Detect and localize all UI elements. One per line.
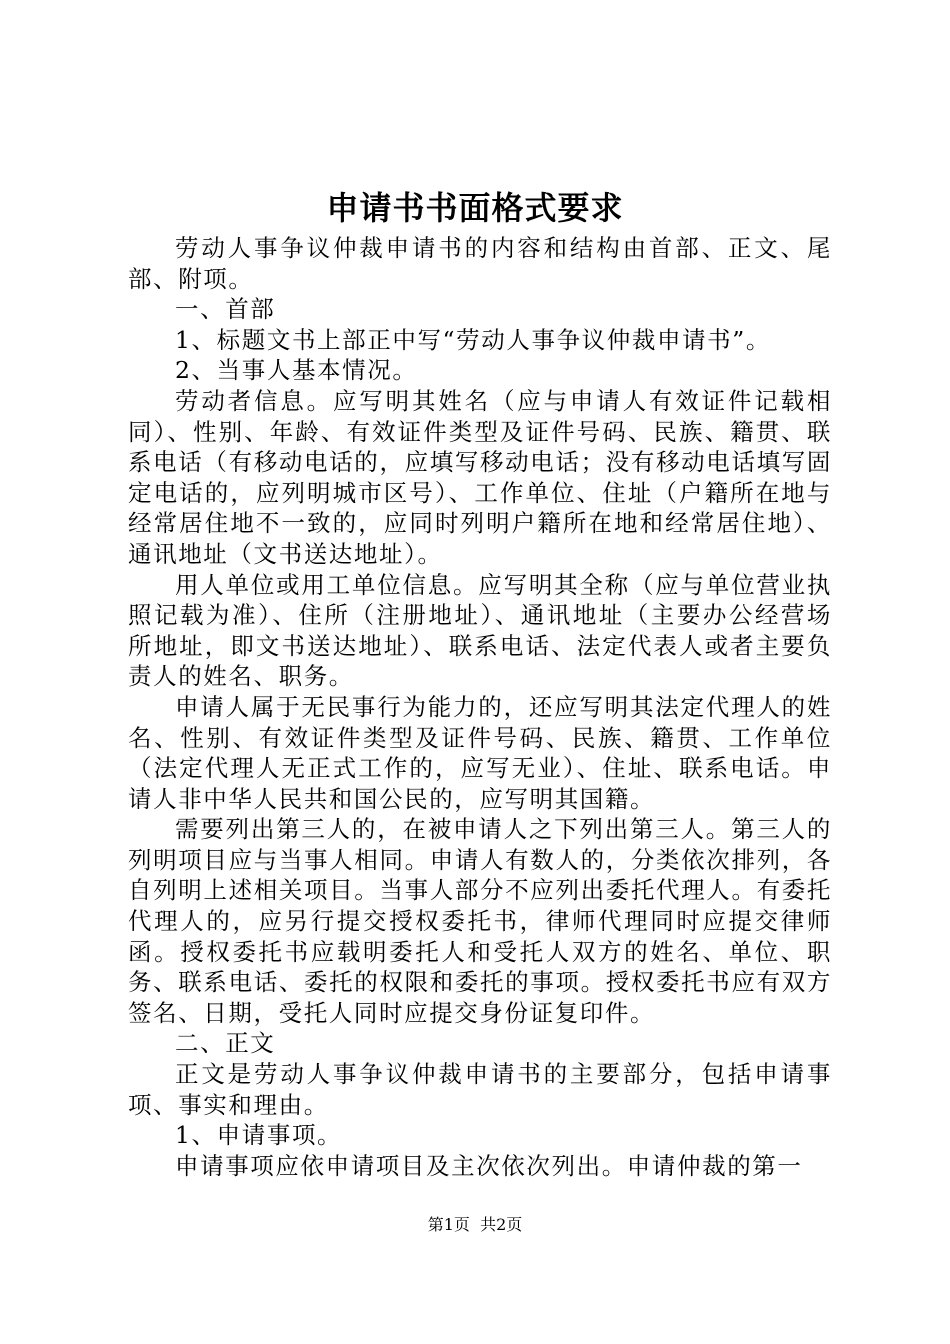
paragraph-main-text-desc: 正文是劳动人事争议仲裁申请书的主要部分，包括申请事项、事实和理由。 (128, 1060, 832, 1119)
paragraph-title-rule: 1、标题文书上部正中写“劳动人事争议仲裁申请书”。 (175, 325, 771, 354)
document-body (128, 233, 832, 1181)
paragraph-claims-desc: 申请事项应依申请项目及主次依次列出。申请仲裁的第一 (175, 1151, 803, 1180)
document-title: 申请书书面格式要求 (326, 189, 624, 227)
section-heading-main-text: 二、正文 (175, 1029, 276, 1058)
paragraph-parties-heading: 2、当事人基本情况。 (175, 356, 418, 385)
section-heading-header: 一、首部 (175, 295, 276, 324)
paragraph-intro: 劳动人事争议仲裁申请书的内容和结构由首部、正文、尾部、附项。 (128, 234, 832, 293)
page-footer: 第1页 共2页 (427, 1215, 523, 1234)
paragraph-legal-agent: 申请人属于无民事行为能力的，还应写明其法定代理人的姓名、性别、有效证件类型及证件号码、民族、籍贯、工作单位（法定代理人无正式工作的，应写无业）、住址、联系电话。申请人非中华人民共和国公民的，应写明其国籍。 (128, 692, 832, 813)
paragraph-third-party: 需要列出第三人的，在被申请人之下列出第三人。第三人的列明项目应与当事人相同。申请人有数人的，分类依次排列，各自列明上述相关项目。当事人部分不应列出委托代理人。有委托代理人的，应另行提交授权委托书，律师代理同时应提交律师函。授权委托书应载明委托人和受托人双方的姓名、单位、职务、联系电话、委托的权限和委托的事项。授权委托书应有双方签名、日期，受托人同时应提交身份证复印件。 (128, 815, 832, 1027)
paragraph-claims-heading: 1、申请事项。 (175, 1121, 343, 1150)
paragraph-worker-info: 劳动者信息。应写明其姓名（应与申请人有效证件记载相同）、性别、年龄、有效证件类型及证件号码、民族、籍贯、联系电话（有移动电话的，应填写移动电话；没有移动电话填写固定电话的，应列明城市区号）、工作单位、住址（户籍所在地与经常居住地不一致的，应同时列明户籍所在地和经常居住地）、通讯地址（文书送达地址）。 (128, 386, 832, 568)
paragraph-employer-info: 用人单位或用工单位信息。应写明其全称（应与单位营业执照记载为准）、住所（注册地址）、通讯地址（主要办公经营场所地址，即文书送达地址）、联系电话、法定代表人或者主要负责人的姓名、职务。 (128, 570, 832, 691)
